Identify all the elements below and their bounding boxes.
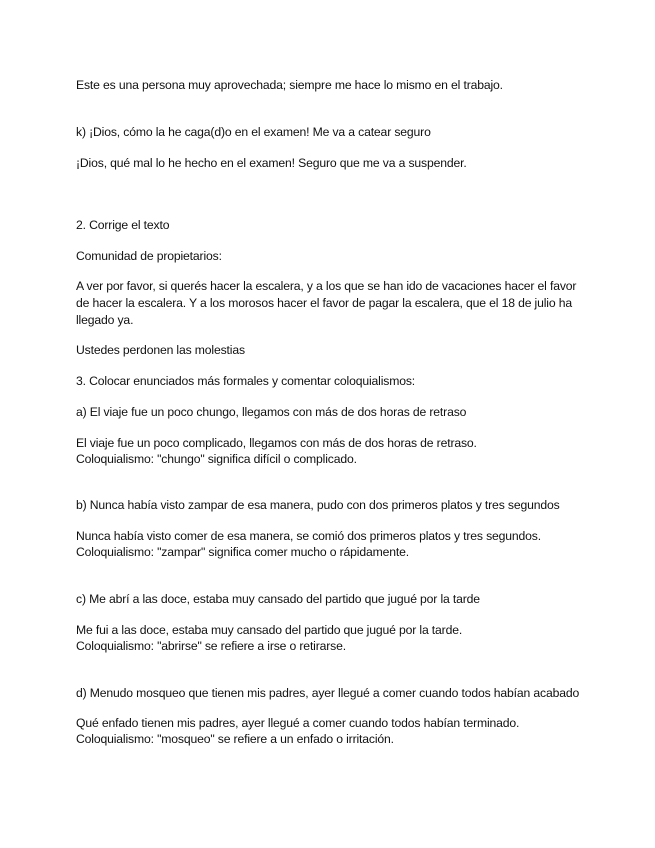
item-b-answer bbox=[76, 528, 596, 560]
item-b-original: b) Nunca había visto zampar de esa manera, pudo con dos primeros platos y tres segundos bbox=[76, 498, 560, 512]
item-b-formal: Nunca había visto comer de esa manera, se comió dos primeros platos y tres segundos. bbox=[76, 529, 541, 543]
item-c-original: c) Me abrí a las doce, estaba muy cansado del partido que jugué por la tarde bbox=[76, 592, 480, 606]
notice-body: A ver por favor, si querés hacer la escalera, y a los que se han ido de vacaciones hacer el favor de hacer la escalera. Y a los morosos hacer el favor de pagar la escalera, que el 18 de julio ha llegado ya. bbox=[76, 279, 577, 327]
item-a-comment: Coloquialismo: "chungo" significa difícil o complicado. bbox=[76, 452, 357, 466]
intro-sentence: Este es una persona muy aprovechada; siempre me hace lo mismo en el trabajo. bbox=[76, 78, 503, 92]
item-c-answer bbox=[76, 622, 596, 654]
item-d-answer bbox=[76, 715, 596, 747]
item-b-comment: Coloquialismo: "zampar" significa comer mucho o rápidamente. bbox=[76, 545, 409, 559]
notice-title: Comunidad de propietarios: bbox=[76, 249, 222, 263]
notice-closing: Ustedes perdonen las molestias bbox=[76, 343, 245, 357]
item-k-rewrite: ¡Dios, qué mal lo he hecho en el examen! Seguro que me va a suspender. bbox=[76, 156, 467, 170]
item-d-comment: Coloquialismo: "mosqueo" se refiere a un enfado o irritación. bbox=[76, 732, 394, 746]
item-d-formal: Qué enfado tienen mis padres, ayer llegué a comer cuando todos habían terminado. bbox=[76, 716, 520, 730]
section-2-heading: 2. Corrige el texto bbox=[76, 218, 170, 232]
item-a-answer bbox=[76, 435, 596, 467]
item-c-comment: Coloquialismo: "abrirse" se refiere a irse o retirarse. bbox=[76, 639, 346, 653]
item-a-original: a) El viaje fue un poco chungo, llegamos con más de dos horas de retraso bbox=[76, 405, 467, 419]
item-k-original: k) ¡Dios, cómo la he caga(d)o en el examen! Me va a catear seguro bbox=[76, 125, 431, 139]
item-a-formal: El viaje fue un poco complicado, llegamos con más de dos horas de retraso. bbox=[76, 436, 477, 450]
section-3-heading: 3. Colocar enunciados más formales y comentar coloquialismos: bbox=[76, 374, 416, 388]
item-c-formal: Me fui a las doce, estaba muy cansado del partido que jugué por la tarde. bbox=[76, 623, 463, 637]
item-d-original: d) Menudo mosqueo que tienen mis padres, ayer llegué a comer cuando todos habían acabado bbox=[76, 686, 580, 700]
